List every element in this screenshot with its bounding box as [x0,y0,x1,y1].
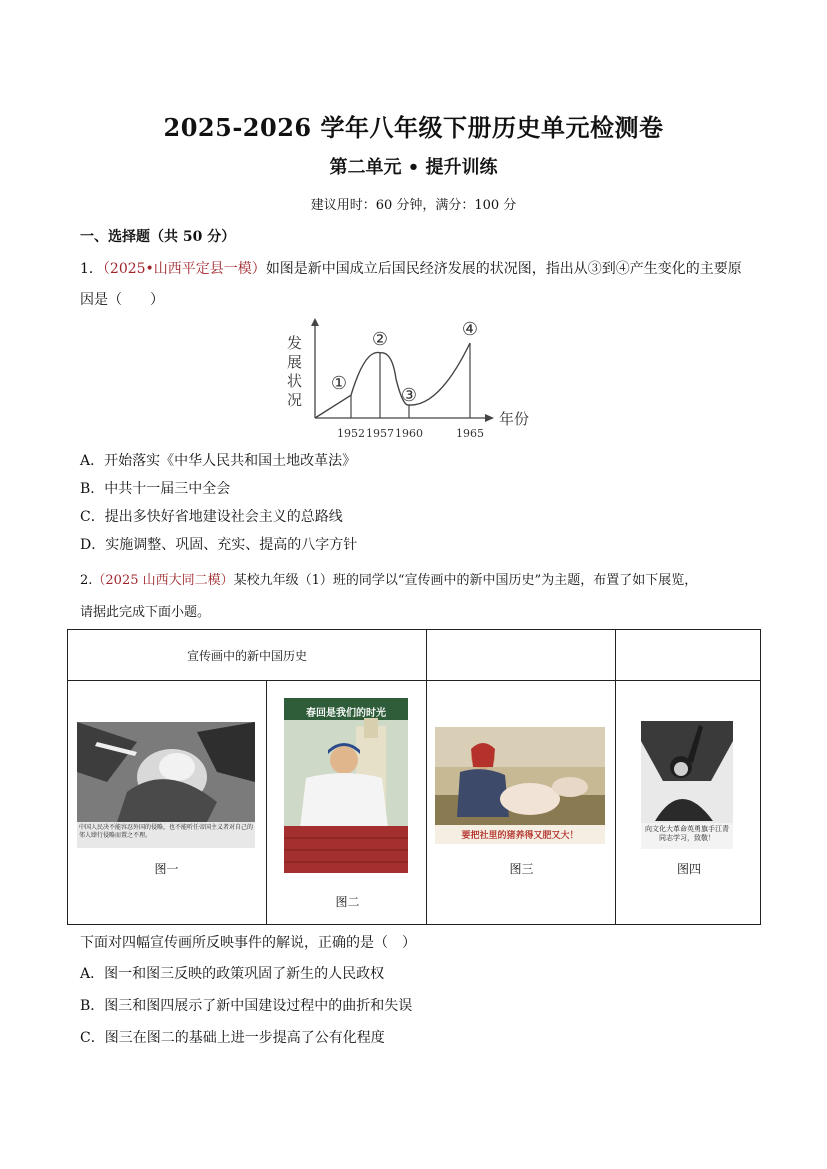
y-axis-arrow [311,318,319,326]
point-label: ② [371,328,389,350]
q1-stem-line1 [80,259,760,279]
poster-2-text: 春回是我们的时光 [306,708,386,719]
poster-image-4 [641,721,733,849]
exam-meta: 建议用时：60 分钟，满分：100 分 [310,198,517,213]
q1-source: （2025•山西平定县一模） [102,261,266,277]
poster-3-art [435,727,605,844]
q2-option-c: C．图三在图二的基础上进一步提高了公有化程度 [80,1030,385,1046]
poster-image-3 [435,727,605,844]
x-axis-arrow [485,414,494,422]
point-label: ④ [461,319,479,340]
poster-4-text: 向文化大革命英勇旗手江青同志学习，致敬！ [645,825,729,842]
q2-option-b: B．图三和图四展示了新中国建设过程中的曲折和失误 [80,998,413,1014]
poster-table-header-empty-1 [426,630,615,681]
poster-caption-3: 图三 [509,862,534,876]
page-title: 2025-2026 学年八年级下册历史单元检测卷 [163,113,664,142]
page-subtitle: 第二单元 • 提升训练 [329,157,498,178]
poster-caption-1: 图一 [154,862,179,876]
q1-option-a: A．开始落实《中华人民共和国土地改革法》 [80,453,357,469]
q2-source: （2025 山西大同二模） [92,573,234,588]
poster-image-1 [77,722,255,848]
q2-stem-line2: 请据此完成下面小题。 [80,605,211,620]
y-axis-label-char: 展 [286,353,302,371]
x-tick-label: 1957 [366,427,394,440]
q2-option-a: A．图一和图三反映的政策巩固了新生的人民政权 [80,966,385,982]
x-axis-label: 年份 [499,410,530,428]
point-label: ① [330,373,348,395]
q2-followup: 下面对四幅宣传画所反映事件的解说，正确的是（ ） [80,935,416,951]
poster-table-title: 宣传画中的新中国历史 [186,648,307,663]
x-tick-label: 1952 [337,427,365,440]
y-axis-label-char: 状 [286,372,302,390]
q1-stem-line2: 因是（ ） [80,292,164,308]
poster-1-text: 中国人民决不能容忍外国的侵略，也不能听任帝国主义者对自己的邻人肆行侵略而置之不理。 [79,824,254,839]
q2-stem-text: 某校九年级（1）班的同学以“宣传画中的新中国历史”为主题，布置了如下展览， [233,573,698,588]
poster-image-2 [284,698,408,873]
q1-option-c: C．提出多快好省地建设社会主义的总路线 [80,509,343,525]
poster-table-header [68,630,427,681]
q2-stem-line1 [80,571,760,591]
x-tick-label: 1965 [456,427,484,440]
development-chart [280,318,540,443]
q1-stem-text: 如图是新中国成立后国民经济发展的状况图，指出从③到④产生变化的主要原 [265,261,742,277]
q1-chart [280,318,540,443]
poster-3-text: 要把社里的猪养得又肥又大！ [461,831,579,841]
poster-table-header-empty-2 [616,630,761,681]
y-axis-label-char: 况 [286,391,302,409]
y-axis-label-char: 发 [286,334,302,352]
q1-option-d: D．实施调整、巩固、充实、提高的八字方针 [80,537,358,553]
x-tick-label: 1960 [395,427,423,440]
q2-number: 2. [80,573,93,588]
q1-option-b: B．中共十一届三中全会 [80,481,231,497]
poster-2-art [284,698,408,873]
poster-caption-2: 图二 [335,895,360,909]
poster-caption-4: 图四 [676,862,701,876]
section-heading: 一、选择题（共 50 分） [80,229,236,245]
point-label: ③ [400,384,418,406]
q1-number: 1． [80,261,103,277]
